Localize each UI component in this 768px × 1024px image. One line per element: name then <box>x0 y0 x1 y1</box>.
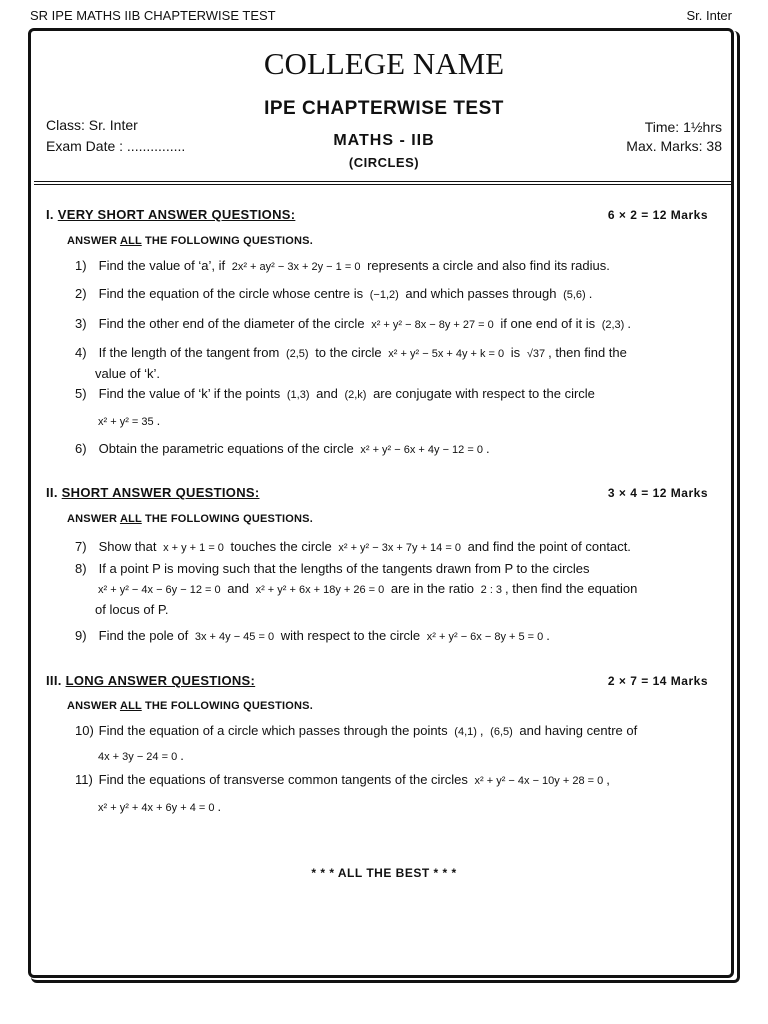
question-4: 4) If the length of the tangent from (2,5) to the circle x² + y² − 5x + 4y + k = 0 is √37 , then find the value of ‘k’. <box>75 345 627 381</box>
section-2-roman: II. <box>46 485 58 500</box>
question-9: 9) Find the pole of 3x + 4y − 45 = 0 with respect to the circle x² + y² − 6x − 8y + 5 = 0 . <box>75 628 550 643</box>
section-3-heading <box>46 673 255 688</box>
subject-title: MATHS - IIB <box>333 132 435 149</box>
section-2-marks: 3 × 4 = 12 Marks <box>607 486 708 500</box>
question-3: 3) Find the other end of the diameter of the circle x² + y² − 8x − 8y + 27 = 0 if one end of it is (2,3) . <box>75 316 631 331</box>
question-10: 10) Find the equation of a circle which passes through the points (4,1) , (6,5) and having centre of 4x + 3y − 24 = 0 . <box>75 723 638 763</box>
section-3-title: LONG ANSWER QUESTIONS: <box>65 673 256 688</box>
section-2-title: SHORT ANSWER QUESTIONS: <box>61 485 260 500</box>
test-title: IPE CHAPTERWISE TEST <box>264 98 504 119</box>
section-3-marks: 2 × 7 = 14 Marks <box>607 674 708 688</box>
question-6: 6) Obtain the parametric equations of the circle x² + y² − 6x + 4y − 12 = 0 . <box>75 441 490 456</box>
header-divider <box>34 181 734 182</box>
question-8: 8) If a point P is moving such that the lengths of the tangents drawn from P to the circles x² + y² − 4x − 6y − 12 = 0 and x² + y² + 6x + 18y + 26 = 0 are in the ratio 2 : 3 , then find the equation of locus of P. <box>75 561 638 617</box>
section-1-roman: I. <box>46 207 54 222</box>
running-header-left: SR IPE MATHS IIB CHAPTERWISE TEST <box>30 8 276 23</box>
section-2-instruction: ANSWER ALL THE FOLLOWING QUESTIONS. <box>67 513 313 525</box>
topic-title: (CIRCLES) <box>348 155 420 170</box>
page-frame <box>28 28 734 978</box>
running-header-right: Sr. Inter <box>686 8 732 23</box>
max-marks-label: Max. Marks: 38 <box>626 138 722 154</box>
section-1-heading <box>46 207 295 222</box>
footer-all-the-best: * * * ALL THE BEST * * * <box>311 866 457 880</box>
section-1-instruction: ANSWER ALL THE FOLLOWING QUESTIONS. <box>67 235 313 247</box>
section-1-marks: 6 × 2 = 12 Marks <box>607 208 708 222</box>
section-3-instruction: ANSWER ALL THE FOLLOWING QUESTIONS. <box>67 700 313 712</box>
class-label: Class: Sr. Inter <box>46 117 138 133</box>
running-header <box>30 8 732 23</box>
exam-date-label: Exam Date : ............... <box>46 138 186 154</box>
question-2: 2) Find the equation of the circle whose centre is (−1,2) and which passes through (5,6) . <box>75 286 593 301</box>
question-7: 7) Show that x + y + 1 = 0 touches the circle x² + y² − 3x + 7y + 14 = 0 and find the point of contact. <box>75 539 631 554</box>
college-name: COLLEGE NAME <box>263 46 505 81</box>
section-2-heading <box>46 485 259 500</box>
question-1: 1) Find the value of ‘a’, if 2x² + ay² − 3x + 2y − 1 = 0 represents a circle and also find its radius. <box>75 258 610 273</box>
section-3-roman: III. <box>46 673 62 688</box>
header-divider-second <box>34 184 734 185</box>
question-11: 11) Find the equations of transverse common tangents of the circles x² + y² − 4x − 10y + 28 = 0 , x² + y² + 4x + 6y + 4 = 0 . <box>75 772 610 814</box>
question-5: 5) Find the value of ‘k’ if the points (1,3) and (2,k) are conjugate with respect to the circle x² + y² = 35 . <box>75 386 595 428</box>
time-label: Time: 1½hrs <box>644 119 722 135</box>
section-1-title: VERY SHORT ANSWER QUESTIONS: <box>57 207 296 222</box>
